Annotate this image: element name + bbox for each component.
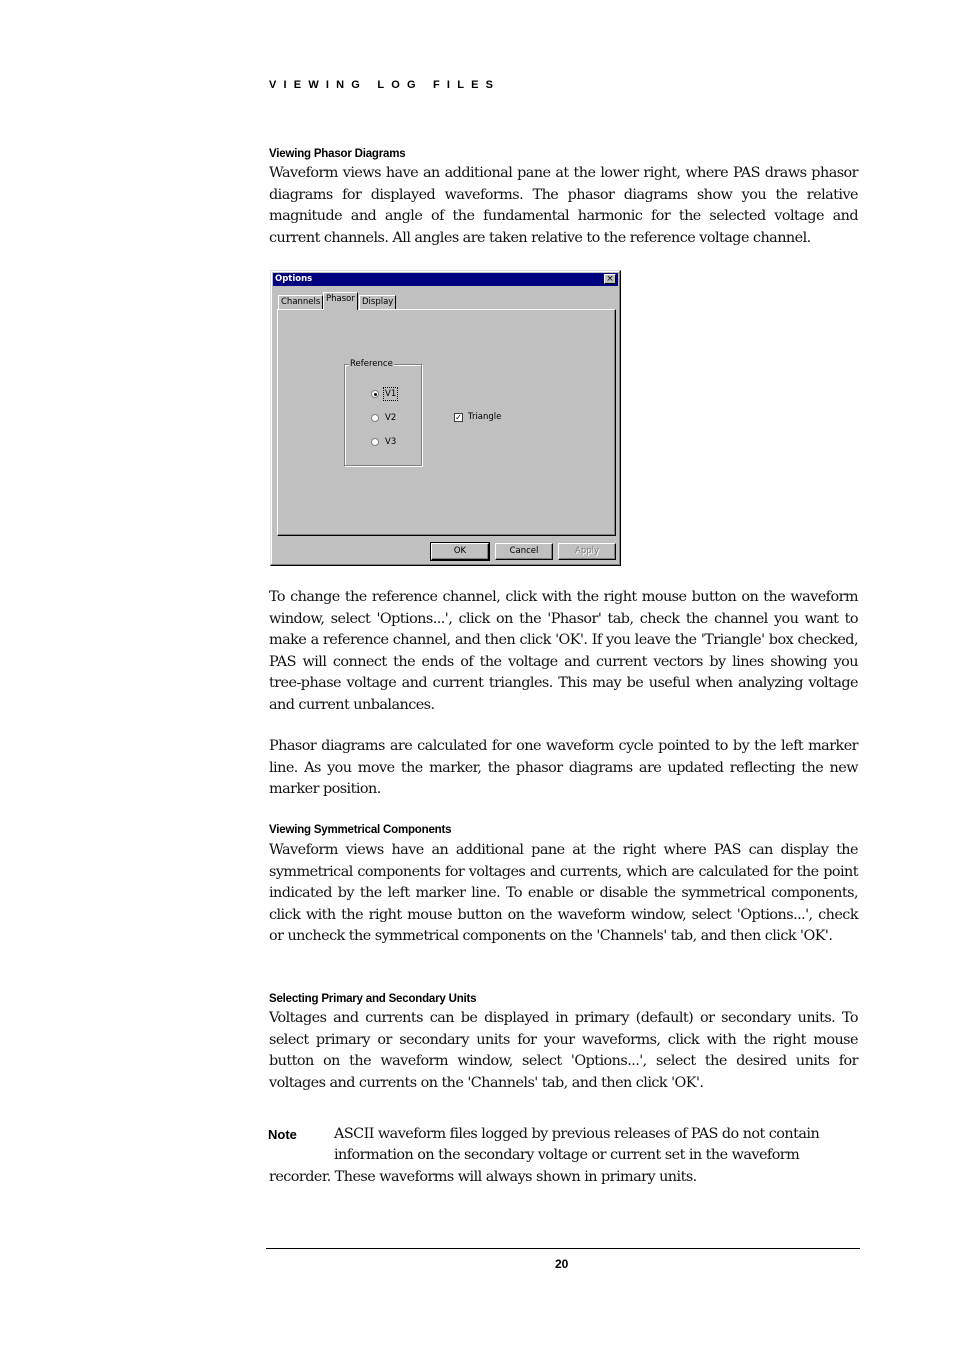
dialog-titlebar xyxy=(273,273,618,286)
tab-phasor-label: Phasor xyxy=(326,294,355,304)
units-paragraph: Voltages and currents can be displayed in primary (default) or secondary units. To select primary or secondary units for your waveforms, click with the right mouse button on the waveform window, select 'Options...', select the desired units for voltages and currents on the 'Channels' tab, and then click 'OK'. xyxy=(269,1010,858,1091)
note-line-2: information on the secondary voltage or current set in the waveform xyxy=(334,1147,800,1163)
section-heading-symmetrical: Viewing Symmetrical Components xyxy=(269,824,452,836)
reference-group-label: Reference xyxy=(350,359,393,369)
options-dialog xyxy=(270,270,621,566)
tab-channels-label: Channels xyxy=(281,297,321,307)
ok-button[interactable]: OK xyxy=(431,543,489,560)
apply-button[interactable]: Apply xyxy=(558,543,616,560)
section-heading-units: Selecting Primary and Secondary Units xyxy=(269,993,477,1005)
note-line-3: recorder. These waveforms will always shown in primary units. xyxy=(269,1169,697,1185)
radio-v3-label: V3 xyxy=(385,437,397,447)
tab-display[interactable] xyxy=(359,295,396,309)
note-line-1: ASCII waveform files logged by previous releases of PAS do not contain xyxy=(334,1126,820,1142)
page-number: 20 xyxy=(555,1257,569,1271)
phasor-intro-paragraph: Waveform views have an additional pane at the lower right, where PAS draws phasor diagrams for displayed waveforms. The phasor diagrams show you the relative magnitude and angle of the fundamental harmonic for the selected voltage and current channels. All angles are taken relative to the reference voltage channel. xyxy=(269,165,858,246)
symmetrical-paragraph: Waveform views have an additional pane at the right where PAS can display the symmetrical components for voltages and currents, which are calculated for the point indicated by the left marker line. To enable or disable the symmetrical components, click with the right mouse button on the waveform window, select 'Options...', check or uncheck the symmetrical components on the 'Channels' tab, and then click 'OK'. xyxy=(269,842,858,945)
tab-channels[interactable] xyxy=(278,295,323,309)
section-heading-phasor: Viewing Phasor Diagrams xyxy=(269,148,406,160)
radio-unselected-icon xyxy=(371,438,379,446)
note-label: Note xyxy=(268,1127,297,1142)
running-header: VIEWING LOG FILES xyxy=(269,79,501,91)
phasor-tab-panel xyxy=(277,309,616,536)
radio-selected-icon xyxy=(371,390,379,398)
radio-v2-label: V2 xyxy=(385,413,397,423)
footer-rule xyxy=(266,1248,860,1249)
phasor-calculation-paragraph: Phasor diagrams are calculated for one waveform cycle pointed to by the left marker line. As you move the marker, the phasor diagrams are updated reflecting the new marker position. xyxy=(269,738,858,798)
dialog-title: Options xyxy=(275,274,313,284)
radio-v1-label: V1 xyxy=(385,389,397,399)
triangle-label: Triangle xyxy=(468,412,502,422)
reference-groupbox xyxy=(344,359,422,466)
radio-unselected-icon xyxy=(371,414,379,422)
close-icon[interactable]: × xyxy=(604,274,616,284)
tab-display-label: Display xyxy=(362,297,394,307)
checkmark-icon: ✓ xyxy=(455,413,462,422)
tab-phasor[interactable] xyxy=(323,292,358,310)
cancel-button[interactable]: Cancel xyxy=(495,543,553,560)
phasor-instructions-paragraph: To change the reference channel, click with the right mouse button on the waveform window, select 'Options...', click on the 'Phasor' tab, check the channel you want to make a reference channel, and then click 'OK'. If you leave the 'Triangle' box checked, PAS will connect the ends of the voltage and current vectors by lines showing you tree-phase voltage and current triangles. This may be useful when analyzing voltage and current unbalances. xyxy=(269,589,858,713)
